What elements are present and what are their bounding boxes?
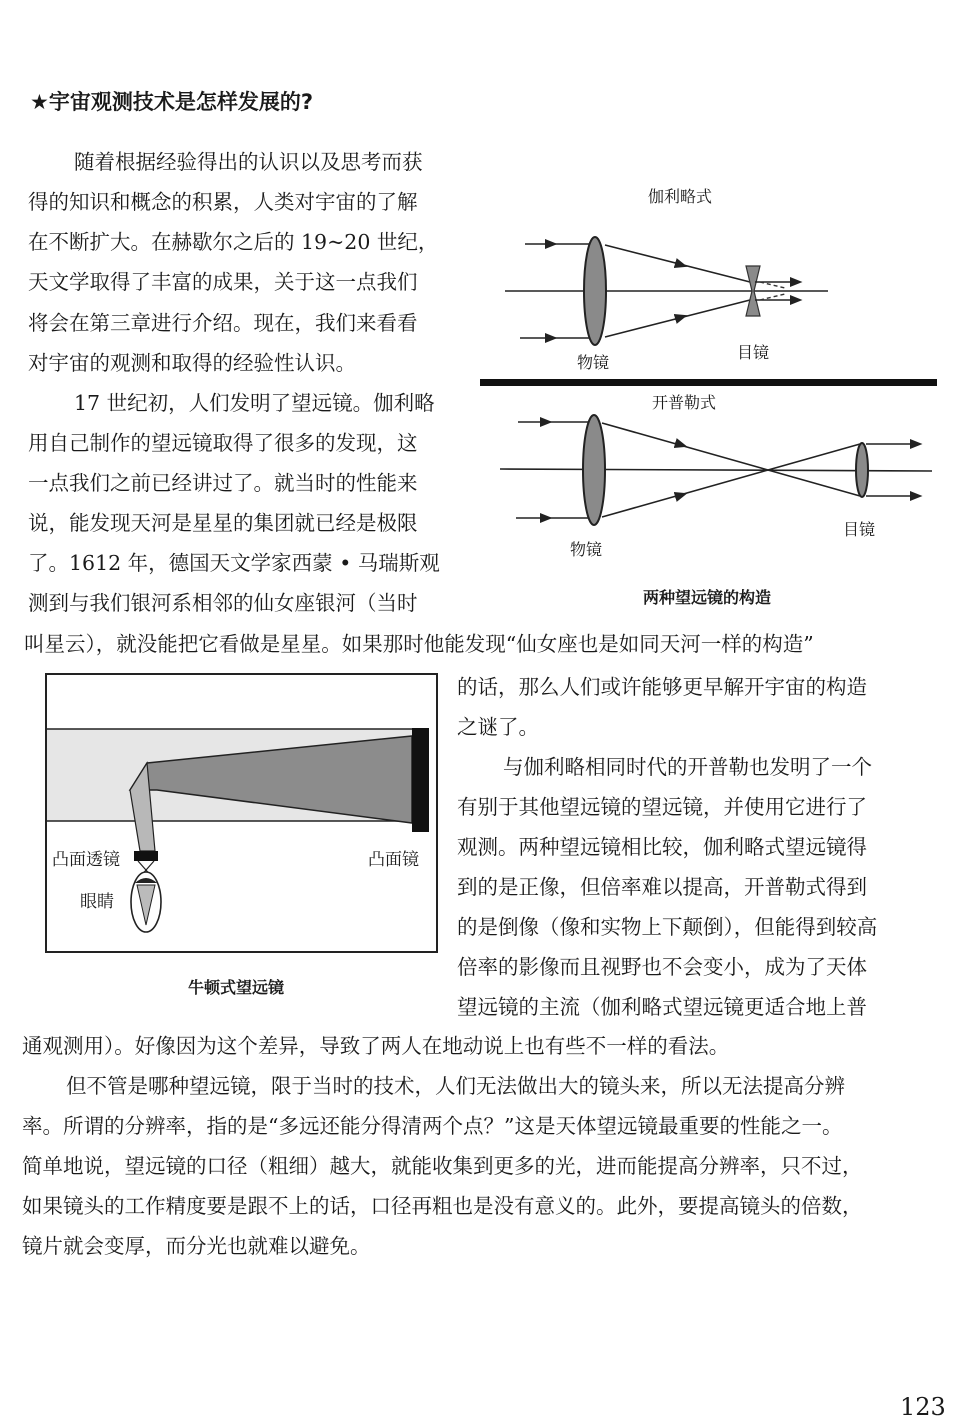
eye-label: 眼睛 bbox=[80, 892, 114, 912]
newton-figure-caption: 牛顿式望远镜 bbox=[188, 978, 285, 997]
text-line: 对宇宙的观测和取得的经验性认识。 bbox=[28, 351, 356, 375]
text-line: 如果镜头的工作精度要是跟不上的话，口径再粗也是没有意义的。此外，要提高镜头的倍数， bbox=[22, 1194, 863, 1218]
galilean-objective-label: 物镜 bbox=[577, 353, 610, 372]
text-line: 通观测用）。好像因为这个差异，导致了两人在地动说上也有些不一样的看法。 bbox=[22, 1034, 730, 1058]
page-number: 123 bbox=[900, 1393, 946, 1421]
kepler-eyepiece-label: 目镜 bbox=[843, 520, 876, 539]
galilean-eyepiece-label: 目镜 bbox=[737, 343, 770, 362]
text-line: 与伽利略相同时代的开普勒也发明了一个 bbox=[503, 755, 872, 779]
text-line: 到的是正像，但倍率难以提高，开普勒式得到 bbox=[457, 875, 867, 899]
galilean-diagram bbox=[505, 237, 828, 345]
kepler-objective-lens bbox=[583, 415, 605, 525]
kepler-objective-label: 物镜 bbox=[570, 540, 603, 559]
text-line: 简单地说，望远镜的口径（粗细）越大，就能收集到更多的光，进而能提高分辨率，只不过， bbox=[22, 1154, 863, 1178]
text-line: 测到与我们银河系相邻的仙女座银河（当时 bbox=[28, 591, 418, 615]
heading-title: 宇宙观测技术是怎样发展的? bbox=[48, 90, 314, 114]
galilean-objective-lens bbox=[584, 237, 606, 345]
text-line: 叫星云），就没能把它看做是星星。如果那时他能发现“仙女座也是如同天河一样的构造” bbox=[24, 632, 814, 656]
kepler-title: 开普勒式 bbox=[652, 393, 717, 412]
text-line: 用自己制作的望远镜取得了很多的发现，这 bbox=[28, 431, 418, 455]
text-line: 观测。两种望远镜相比较，伽利略式望远镜得 bbox=[457, 835, 867, 859]
text-line: 镜片就会变厚，而分光也就难以避免。 bbox=[22, 1234, 371, 1258]
text-line: 倍率的影像而且视野也不会变小，成为了天体 bbox=[457, 955, 867, 979]
text-line: 了。1612 年，德国天文学家西蒙 • 马瑞斯观 bbox=[28, 551, 440, 575]
concave-mirror bbox=[412, 728, 429, 832]
figure-divider bbox=[480, 379, 937, 386]
lens-label: 凸面透镜 bbox=[52, 850, 120, 870]
text-line: 随着根据经验得出的认识以及思考而获 bbox=[74, 150, 423, 174]
mirror-label: 凸面镜 bbox=[368, 850, 419, 870]
text-line: 但不管是哪种望远镜，限于当时的技术，人们无法做出大的镜头来，所以无法提高分辨 bbox=[66, 1074, 845, 1098]
text-line: 的是倒像（像和实物上下颠倒），但能得到较高 bbox=[457, 915, 878, 939]
kepler-diagram bbox=[500, 415, 932, 525]
text-line: 得的知识和概念的积累，人类对宇宙的了解 bbox=[28, 190, 418, 214]
text-line: 17 世纪初，人们发明了望远镜。伽利略 bbox=[74, 391, 435, 415]
section-heading bbox=[30, 86, 313, 116]
star-icon: ★ bbox=[30, 90, 49, 114]
telescope-figure-caption: 两种望远镜的构造 bbox=[643, 588, 772, 607]
kepler-eyepiece-lens bbox=[856, 443, 868, 497]
text-line: 率。所谓的分辨率，指的是“多远还能分得清两个点？”这是天体望远镜最重要的性能之一。 bbox=[22, 1114, 843, 1138]
galilean-title: 伽利略式 bbox=[648, 187, 713, 206]
text-line: 将会在第三章进行介绍。现在，我们来看看 bbox=[28, 311, 418, 335]
text-line: 有别于其他望远镜的望远镜，并使用它进行了 bbox=[457, 795, 867, 819]
text-line: 的话，那么人们或许能够更早解开宇宙的构造 bbox=[457, 675, 867, 699]
text-line: 在不断扩大。在赫歇尔之后的 19~20 世纪， bbox=[28, 230, 439, 254]
eyepiece-lens bbox=[134, 851, 158, 861]
text-line: 之谜了。 bbox=[457, 715, 539, 739]
text-line: 望远镜的主流（伽利略式望远镜更适合地上普 bbox=[457, 995, 867, 1019]
text-line: 天文学取得了丰富的成果，关于这一点我们 bbox=[28, 270, 418, 294]
text-line: 说，能发现天河是星星的集团就已经是极限 bbox=[28, 511, 418, 535]
text-line: 一点我们之前已经讲过了。就当时的性能来 bbox=[28, 471, 418, 495]
